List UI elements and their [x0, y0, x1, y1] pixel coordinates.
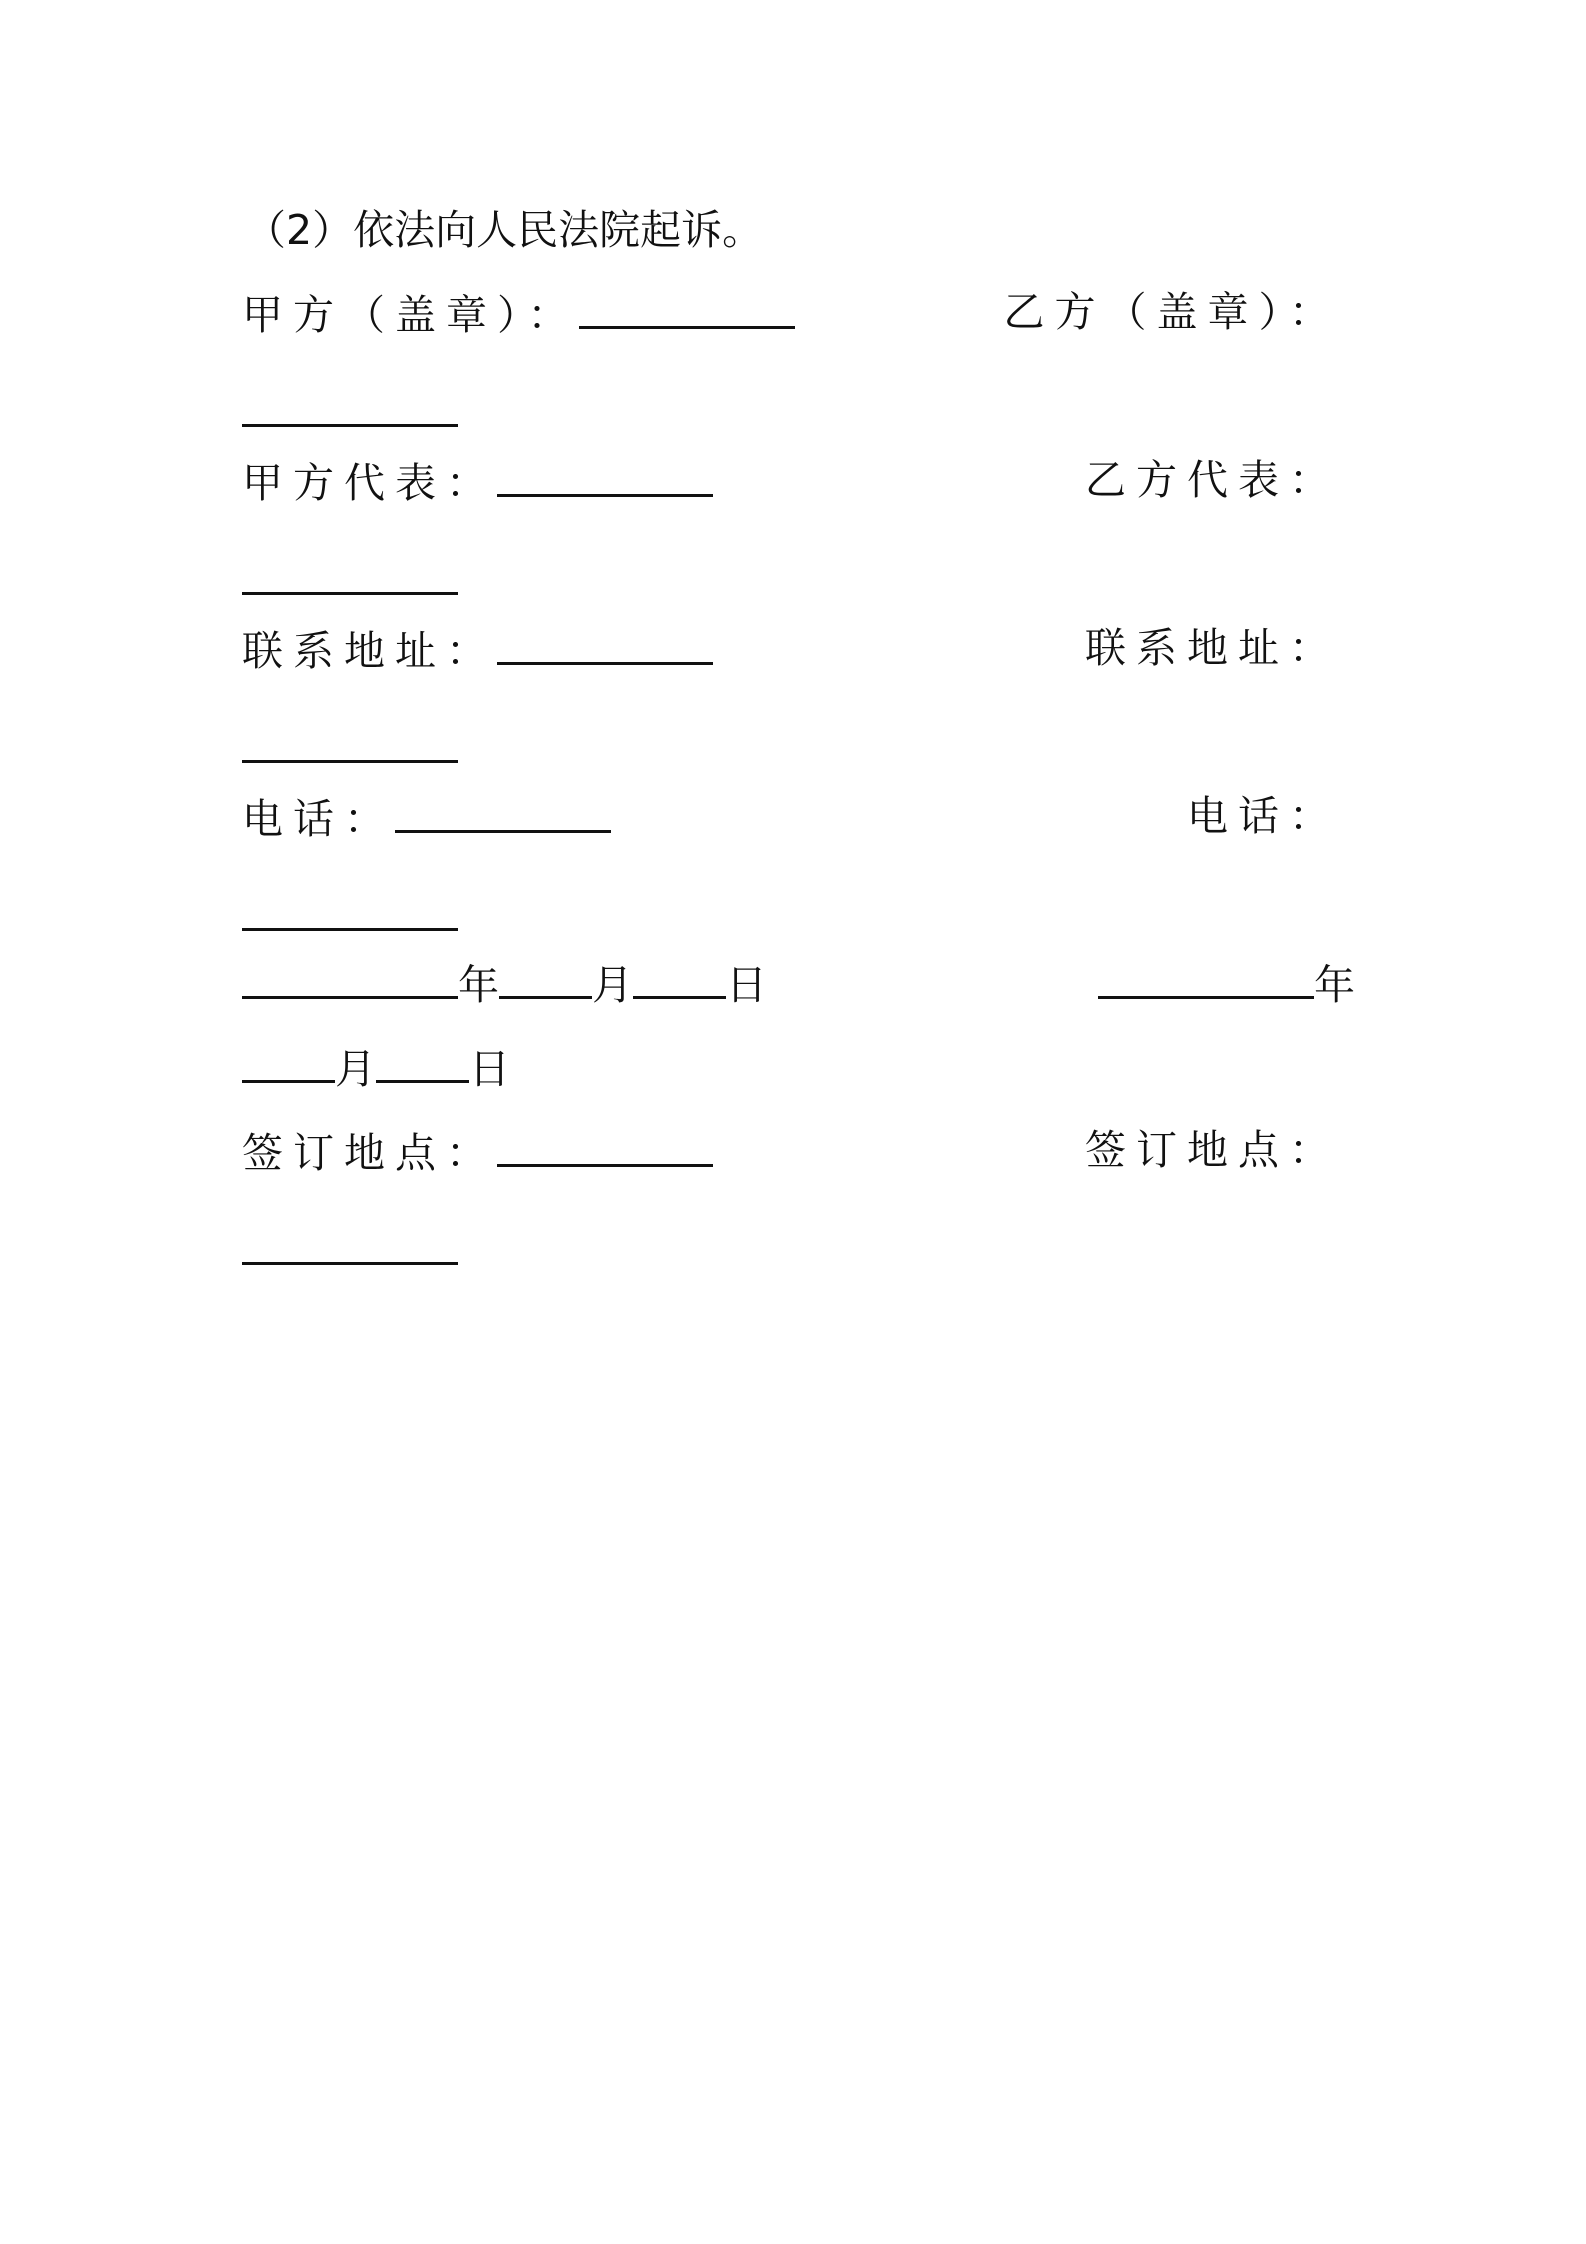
party-a-seal-label: 甲方（盖章）：	[242, 291, 579, 339]
party-a-address-blank[interactable]	[497, 618, 713, 665]
party-b-place-blank[interactable]	[242, 1218, 458, 1265]
party-a-month-label: 月	[592, 961, 633, 1009]
party-a-seal-row	[242, 282, 795, 345]
party-a-phone-blank[interactable]	[395, 786, 611, 833]
party-b-seal-row	[242, 380, 458, 443]
party-a-phone-row	[242, 786, 611, 849]
party-a-month-blank[interactable]	[499, 952, 592, 999]
party-a-date-row	[242, 952, 767, 1015]
party-b-month-day-row	[242, 1036, 510, 1099]
party-b-rep-label: 乙方代表：	[1085, 456, 1340, 504]
party-a-year-blank[interactable]	[242, 952, 458, 999]
party-a-rep-row	[242, 450, 713, 513]
party-a-day-label: 日	[726, 961, 767, 1009]
party-b-phone-label: 电话：	[1187, 792, 1340, 840]
party-b-place-label: 签订地点：	[1085, 1126, 1340, 1174]
party-a-seal-blank[interactable]	[579, 282, 795, 329]
party-b-address-label: 联系地址：	[1085, 624, 1340, 672]
party-a-phone-label: 电话：	[242, 795, 395, 843]
party-a-place-blank[interactable]	[497, 1120, 713, 1167]
party-b-place-row	[242, 1218, 458, 1281]
party-b-phone-row	[242, 884, 458, 947]
party-b-year-label: 年	[1314, 961, 1355, 1009]
party-b-year-row	[1098, 952, 1355, 1015]
party-b-rep-row	[242, 548, 458, 611]
party-a-day-blank[interactable]	[633, 952, 726, 999]
party-a-place-label: 签订地点：	[242, 1129, 497, 1177]
party-b-address-row	[242, 716, 458, 779]
party-b-year-blank[interactable]	[1098, 952, 1314, 999]
clause-text: （2）依法向人民法院起诉。	[245, 206, 764, 254]
party-b-day-blank[interactable]	[376, 1036, 469, 1083]
party-a-address-row	[242, 618, 713, 681]
party-b-address-blank[interactable]	[242, 716, 458, 763]
party-a-rep-label: 甲方代表：	[242, 459, 497, 507]
party-a-rep-blank[interactable]	[497, 450, 713, 497]
party-b-seal-blank[interactable]	[242, 380, 458, 427]
party-b-phone-blank[interactable]	[242, 884, 458, 931]
party-a-address-label: 联系地址：	[242, 627, 497, 675]
party-b-month-blank[interactable]	[242, 1036, 335, 1083]
party-b-day-label: 日	[469, 1045, 510, 1093]
party-b-seal-label: 乙方（盖章）：	[1003, 288, 1340, 336]
party-a-place-row	[242, 1120, 713, 1183]
party-a-year-label: 年	[458, 961, 499, 1009]
party-b-month-label: 月	[335, 1045, 376, 1093]
party-b-rep-blank[interactable]	[242, 548, 458, 595]
